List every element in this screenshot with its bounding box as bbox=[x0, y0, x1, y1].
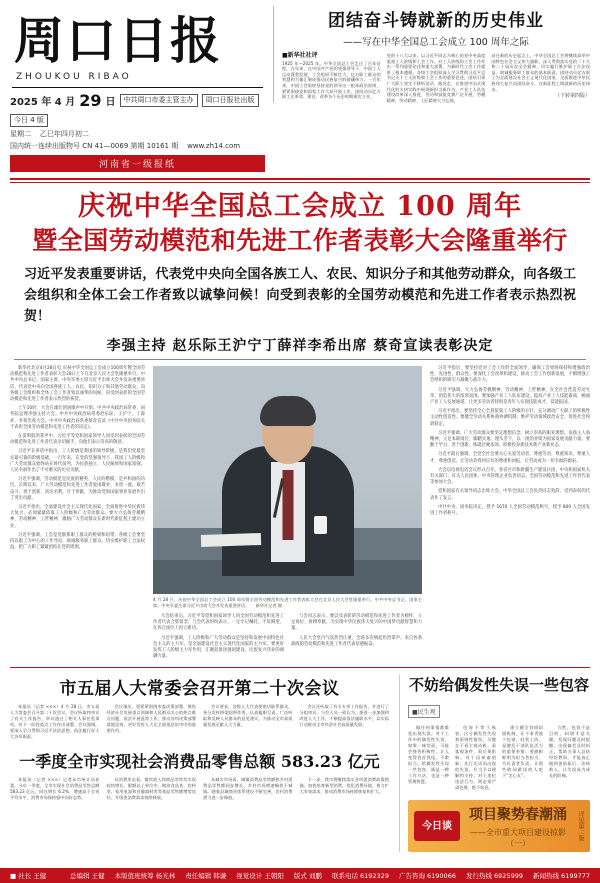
opinion-tag-wrap bbox=[408, 699, 590, 721]
issue-number: 国内统一连续出版物号 CN 41—0069 第期 10161 期 bbox=[10, 142, 179, 150]
paragraph: 大会结束后，习近平等党和国家领导人同全国劳动模范和先进工作者代表合影留念。与会代表纷纷表示，一定牢记嘱托、不负期望，在各自岗位上再立新功。 bbox=[153, 614, 284, 632]
photo-caption: 4 月 28 日，庆祝中华全国总工会成立 100 周年暨全国劳动模范和先进工作者表彰大会在北京人民大会堂隆重举行。中共中央总书记、国家主席、中央军委主席习近平出席大会并发表重要讲话。 新华社记者 摄 bbox=[153, 597, 422, 608]
photo-papers bbox=[201, 533, 261, 547]
secondary-2-col-2 bbox=[107, 777, 197, 804]
top-article-col-1-text: 1925 年—2025 年。中华全国总工会走过了百年征程，百年来，在中国共产党的坚强领导下，中国工人运动蓬勃发展，工会组织不断壮大，亿万职工群众的智慧和力量汇聚成推动民族复兴的磅礴伟力。一百年来，中国工会始终坚持党的领导这一根本政治原则，紧紧围绕党和国家工作大局开展工作，团结动员亿万职工在革命、建设、改革各个历史时期建功立业。 bbox=[282, 60, 381, 100]
website-url[interactable]: www.zh14.com bbox=[187, 142, 241, 150]
paragraph: 习近平在讲话中指出，工人阶级是我国的领导阶级，是我们党最坚实最可靠的阶级基础。一百年来，在党的坚强领导下，我国工人阶级和广大劳动群众始终站在时代前列，为民族独立、人民解放和国家富强、人民幸福作出了不可磨灭的历史贡献。 bbox=[10, 449, 145, 474]
opinion-columns bbox=[408, 725, 590, 794]
paragraph: 新华社北京4月28日电 庆祝中华全国总工会成立100周年暨全国劳动模范和先进工作者表彰大会28日上午在北京人民大会堂隆重举行。中共中央总书记、国家主席、中央军委主席习近平出席大会并发表重要讲话，代表党中央向全国各族工人、农民、知识分子和其他劳动群众，向各级工会组织和全体工会工作者致以诚挚的问候，向受到表彰的全国劳动模范和先进工作者表示热烈的祝贺。 bbox=[10, 366, 145, 403]
paragraph: 习近平最后强调，全党全社会要关心关爱劳动者，尊重劳动、尊重知识、尊重人才、尊重创造，让劳动者得到应有的尊重和回报，让劳动成为一切幸福的源泉。 bbox=[430, 452, 590, 464]
subhead-divider bbox=[14, 359, 586, 360]
secondary-headline-2: 一季度全市实现社会消费品零售总额 583.23 亿元 bbox=[19, 752, 380, 772]
paragraph: 会议指出，要紧紧围绕市委决策部署，聚焦经济社会发展重点领域和人民群众关心的热点难点问题，依法开展监督工作，推动各项决策部署落地见效，更好发挥人大在全面依法治市中的重要作用。 bbox=[106, 704, 196, 734]
paragraph: 建立健全容错纠错机制，让干事者放下包袱、轻装上阵，是激发干部队伍活力的重要举措。要旗帜鲜明为担当者担当、为负责者负责，让那些敢闯敢试的人吃下“定心丸”。 bbox=[502, 725, 543, 779]
secondary-2-col-1 bbox=[10, 777, 100, 804]
masthead-meta bbox=[10, 91, 265, 127]
paragraph: 从城乡市场看，城镇消费品零售额和乡村消费品零售额同步增长，乡村市场增速略快于城镇。随着县域商业体系建设不断完善，农村消费潜力进一步释放。 bbox=[203, 777, 293, 801]
photo-figure-hair bbox=[260, 396, 316, 426]
paragraph: 习近平强调，工人阶级和广大劳动群众是坚持和发展中国特色社会主义的主力军，是全面建设社会主义现代化国家的主力军。要更好发挥工人阶级主力军作用，汇聚起推进强国建设、民族复兴伟业的磅礴力量。 bbox=[153, 635, 284, 660]
publisher-authority: 中共周口市委主管主办 bbox=[120, 94, 198, 107]
lower-left-section bbox=[10, 674, 389, 852]
paragraph: 本报讯（记者 ×××）4 月 28 日，市五届人大常委会召开第二十次会议。会议听取和审议了有关工作报告，审议通过了相关人事任免事项，对下一阶段重点工作作出部署。会议强调，要深入学习贯彻习近平法治思想，依法履行好人大各项职责。 bbox=[10, 704, 100, 740]
paragraph: 党和国家有关领导同志出席大会。中华全国总工会负责同志致辞，受到表彰的代表作了发言。 bbox=[430, 489, 590, 501]
headline-lead: 习近平发表重要讲话，代表党中央向全国各族工人、农民、知识分子和其他劳动群众，向各级工会组织和全体工会工作者致以诚挚问候！向受到表彰的全国劳动模范和先进工作者表示热烈祝贺！ bbox=[24, 267, 576, 324]
paragraph: 大会以电视电话会议形式召开。各省区市和新疆生产建设兵团、中央和国家机关有关部门、有关人民团体、中央管理企业负责同志，全国劳动模范和先进工作者代表等参加大会。 bbox=[430, 467, 590, 486]
secondary-2-col-4 bbox=[300, 777, 390, 804]
footer-item: 新闻热线 6199777 bbox=[532, 872, 590, 880]
issue-day: 29 bbox=[79, 91, 102, 110]
paragraph: 人民大会堂内气氛热烈庄重，全场多次响起热烈掌声。来自各条战线的劳动模范和先进工作者代表倍感振奋。 bbox=[291, 635, 422, 647]
paragraph: 习近平指出，要坚持党对工会工作的全面领导，确保工会始终保持和增强政治性、先进性、群众性。要深化工会改革和建设，推动工会工作创新发展，不断增强工会组织的吸引力凝聚力战斗力。 bbox=[430, 366, 590, 384]
paragraph: 习近平强调，大力弘扬劳模精神、劳动精神、工匠精神，在全社会营造劳动光荣、创造伟大的浓厚氛围。要加强产业工人队伍建设，提高产业工人技能素质，畅通产业工人发展通道，让更多劳动者特别是青年人实现技能成才、技能报国。 bbox=[430, 387, 590, 406]
footer-item: 责任编辑 韩谦 bbox=[185, 872, 227, 880]
footer-credits bbox=[70, 871, 590, 880]
main-story-col-left bbox=[10, 366, 145, 660]
under-photo-col-2 bbox=[291, 614, 422, 660]
masthead-right-article bbox=[273, 6, 590, 103]
secondary-1-col-1 bbox=[10, 704, 100, 743]
secondary-2-col-3 bbox=[203, 777, 293, 804]
issue-date: 2025 年 4 月 bbox=[10, 97, 76, 108]
secondary-headline-1: 市五届人大常委会召开第二十次会议 bbox=[59, 679, 340, 700]
paragraph: 习近平强调，广大劳动群众要坚定理想信念，树立崇高的职业理想，发扬主人翁精神，立足本职岗位，脚踏实地、埋头苦干，以一流的业绩为国家发展贡献力量。要勤于学习、善于创新，练就过硬本领，积极投身新技术新产业新业态。 bbox=[430, 430, 590, 449]
paragraph: 上午10时，大会在雄壮的国歌声中开始。中共中央政治局常委、国务院总理李强主持大会。中共中央政治局常委赵乐际、王沪宁、丁薛祥、李希出席大会。中共中央政治局常委蔡奇宣读《中共中央国务院关于表彰全国劳动模范和先进工作者的决定》。 bbox=[10, 406, 145, 430]
footer-left: ■ 社长 王健 bbox=[10, 872, 47, 880]
newspaper-pinyin: ZHOUKOU RIBAO bbox=[16, 72, 132, 82]
paragraph: 从消费形态看，餐饮收入和商品零售均实现较快增长。限额以上单位中，粮油食品类、饮料类、家用电器和音像器材类等商品零售额增势良好，升级类消费需求持续释放。 bbox=[106, 777, 196, 801]
main-photo bbox=[153, 366, 422, 594]
top-article-col-1 bbox=[282, 53, 381, 103]
top-article-subtitle: ——写在中华全国总工会成立 100 周年之际 bbox=[343, 37, 529, 48]
under-photo-columns bbox=[153, 614, 422, 660]
paragraph: 习近平指出，全面建设社会主义现代化国家、全面推进中华民族伟大复兴，必须紧紧依靠工人阶级和广大劳动群众。要大力弘扬劳模精神、劳动精神、工匠精神，激励广大劳动群众在新时代新征程上建功立业。 bbox=[10, 505, 145, 529]
top-article-col-2 bbox=[387, 53, 486, 103]
masthead-meta-secondary bbox=[10, 129, 265, 139]
main-story bbox=[10, 366, 590, 660]
newspaper-title: 周口日报 bbox=[14, 11, 222, 70]
paragraph: 会议要求，各级人大代表要密切联系群众，充分发挥桥梁纽带作用，认真履职尽责，广泛听取和反映人民群众的意见建议，为推动全市高质量发展贡献人大力量。 bbox=[203, 704, 293, 728]
headline-subhead: 李强主持 赵乐际王沪宁丁薛祥李希出席 蔡奇宣读表彰决定 bbox=[106, 338, 494, 354]
opinion-col-1 bbox=[408, 725, 449, 794]
paragraph: 做任何事情都难免出现失误。对于工作中的偶发性失误，如果一味苛责，可能会挫伤积极性，让人变得畏首畏尾、不敢担当。给偶发性失误一些包容，既是一种工作方法，也是一种管理智慧。 bbox=[408, 725, 449, 785]
footer-item: 视觉设计 王朝阳 bbox=[236, 872, 284, 880]
top-article-columns bbox=[282, 53, 590, 103]
paragraph: 中共中央、国务院决定，授予 1670 人全国劳动模范称号，授予 800 人全国先进工作者称号。 bbox=[430, 504, 590, 517]
top-article-col-2-text: 党的十八大以来，以习近平同志为核心的党中央高度重视工人阶级和工会工作，对工人阶级和工会工作作出一系列重要论述和重大部署，为新时代工会工作提供了根本遵循。各级工会组织深入学习贯彻习近平总书记关于工人阶级和工会工作的重要论述，团结引领广大职工坚定不移听党话、跟党走，在推进中国式现代化的火热实践中展现新担当新作为。产业工人队伍建设改革深入推进，劳动和技能竞赛广泛开展，劳模精神、劳动精神、工匠精神大力弘扬。 bbox=[386, 53, 486, 103]
paragraph: 习近平强调，劳动模范是民族的精英、人民的楷模，是共和国的功臣。长期以来，广大劳动模范和先进工作者爱岗敬业、争创一流，艰苦奋斗、勇于创新，淡泊名利、甘于奉献，为推动党和国家事业发展作出了突出贡献。 bbox=[10, 477, 145, 501]
promo-banner[interactable] bbox=[408, 800, 590, 852]
issue-day-suffix: 日 bbox=[105, 97, 116, 108]
main-story-col-right bbox=[430, 366, 590, 660]
paragraph: 与会同志表示，要以受表彰的劳动模范和先进工作者为榜样，立足岗位、拼搏奉献，为实现中华民族伟大复兴的中国梦贡献智慧和力量。 bbox=[291, 614, 422, 632]
promo-subtitle: ——全市重大项目建设掠影（一） bbox=[470, 827, 566, 848]
under-photo-col-1 bbox=[153, 614, 284, 660]
header-rule-thin bbox=[10, 182, 590, 183]
photo-cup bbox=[314, 516, 327, 534]
top-article-col-3-text: 站在新的历史起点上，中华全国总工会将继续高举中国特色社会主义伟大旗帜，深入贯彻落实党的二十大和二十届历次全会精神，切实履行维护职工合法权益、竭诚服务职工群众的基本职责，团结动员亿万职工为全面建设社会主义现代化国家、全面推进中华民族伟大复兴而团结奋斗，在新征程上铸就新的历史伟业。 bbox=[491, 53, 591, 92]
header-rule-thick bbox=[10, 178, 590, 180]
paragraph: 会议还听取了有关专项工作报告，并进行了分组审议。与会人员一致认为，要进一步加强和改进人大工作，不断提高依法履职水平，以实际行动推动全市经济社会高质量发展。 bbox=[299, 704, 389, 728]
headline-line-2: 暨全国劳动模范和先进工作者表彰大会隆重举行 bbox=[32, 226, 568, 255]
top-article-title: 团结奋斗铸就新的历史伟业 bbox=[328, 11, 544, 31]
lunar-date: 乙巳年四月初二 bbox=[39, 130, 89, 138]
footer-item: 联系电话 6192329 bbox=[331, 872, 389, 880]
masthead-left bbox=[10, 6, 265, 172]
section-divider bbox=[10, 667, 590, 668]
lower-right-section bbox=[399, 674, 590, 852]
opinion-col-3 bbox=[502, 725, 543, 794]
secondary-1-columns bbox=[10, 704, 389, 743]
paragraph: 当然，包容不是目的，纠错才是关键。发现问题及时提醒，出现偏差及时纠正，帮助当事人总结经验教训，才能真正做到惩前毖后、治病救人，让失误成为成长的阶梯。 bbox=[549, 725, 590, 779]
page-count: 今日 4 版 bbox=[10, 114, 48, 127]
paragraph: 包容不等于纵容。区分偶发性失误和原则性错误，关键在于看主观动机、看客观条件、看后果影响。对于因探索创新、先行先试而出现的失误，应当予以理解和支持；对于违纪违法行为，则必须严肃处理，绝不姑息。 bbox=[455, 725, 496, 791]
main-story-col-middle bbox=[153, 366, 422, 660]
opinion-col-2 bbox=[455, 725, 496, 794]
headline-line-1: 庆祝中华全国总工会成立 100 周年 bbox=[77, 191, 523, 222]
secondary-1-col-4 bbox=[300, 704, 390, 743]
top-article-tag: ■新华社社评 bbox=[282, 52, 318, 59]
publisher-name: 周口日报社出版 bbox=[202, 94, 259, 107]
masthead-divider bbox=[12, 87, 263, 88]
paragraph: 本报讯（记者 ×××）记者从市统计局获悉，今年一季度，全市实现社会消费品零售总额 583.23 亿元，同比增长 6.2%，增速高于全省平均水平，消费市场保持稳中向好态势。 bbox=[10, 777, 100, 801]
promo-page-ref: 详见第二版 bbox=[577, 811, 584, 842]
footer-item: 发行热线 6925999 bbox=[465, 872, 523, 880]
page-footer bbox=[0, 868, 600, 883]
secondary-1-col-3 bbox=[203, 704, 293, 743]
top-article-continue: （下转第四版） bbox=[555, 93, 591, 100]
paragraph: 习近平指出，要坚持全心全意依靠工人阶级的方针，充分调动广大职工的积极性主动性创造性。要健全劳动关系协商协调机制，维护劳动领域政治安全，促进社会和谐稳定。 bbox=[430, 409, 590, 427]
paragraph: 下一步，我市将继续落实各项促消费政策措施，加快培育新型消费，优化消费环境，着力扩大有效需求，推动消费市场持续恢复和扩大。 bbox=[299, 777, 389, 795]
top-article-col-3 bbox=[491, 53, 590, 103]
promo-title: 项目聚势春潮涌 bbox=[469, 806, 567, 823]
today-talk-badge: 今日谈 bbox=[414, 811, 460, 841]
rank-banner: 河南省一级报纸 bbox=[10, 155, 265, 172]
footer-item: 版式 刘鹏 bbox=[293, 872, 322, 880]
opinion-headline: 不妨给偶发性失误一些包容 bbox=[408, 676, 589, 695]
masthead-issue-line bbox=[10, 141, 265, 151]
footer-item: 广告咨询 6190066 bbox=[398, 872, 456, 880]
footer-item: 本版值班统筹 杨光林 bbox=[114, 872, 176, 880]
paragraph: 在雷鸣般的掌声中，习近平等党和国家领导人同受到表彰的全国劳动模范和先进工作者代表亲切握手，向他们表示崇高的敬意。 bbox=[10, 434, 145, 446]
promo-text bbox=[468, 804, 568, 849]
weekday: 星期二 bbox=[10, 130, 31, 138]
main-headline-block bbox=[10, 191, 590, 256]
secondary-2-columns bbox=[10, 777, 389, 804]
footer-item: 总编辑 王健 bbox=[70, 872, 105, 880]
opinion-tag: ■民生观 bbox=[408, 705, 440, 718]
secondary-1-col-2 bbox=[107, 704, 197, 743]
paragraph: 习近平强调，工会是党联系职工群众的桥梁和纽带。各级工会要坚持以职工为中心的工作导向，竭诚服务职工群众，切实维护职工合法权益，把广大职工紧紧团结在党的周围。 bbox=[10, 532, 145, 551]
lower-section bbox=[10, 674, 590, 852]
masthead bbox=[10, 6, 590, 172]
opinion-col-4 bbox=[549, 725, 590, 794]
